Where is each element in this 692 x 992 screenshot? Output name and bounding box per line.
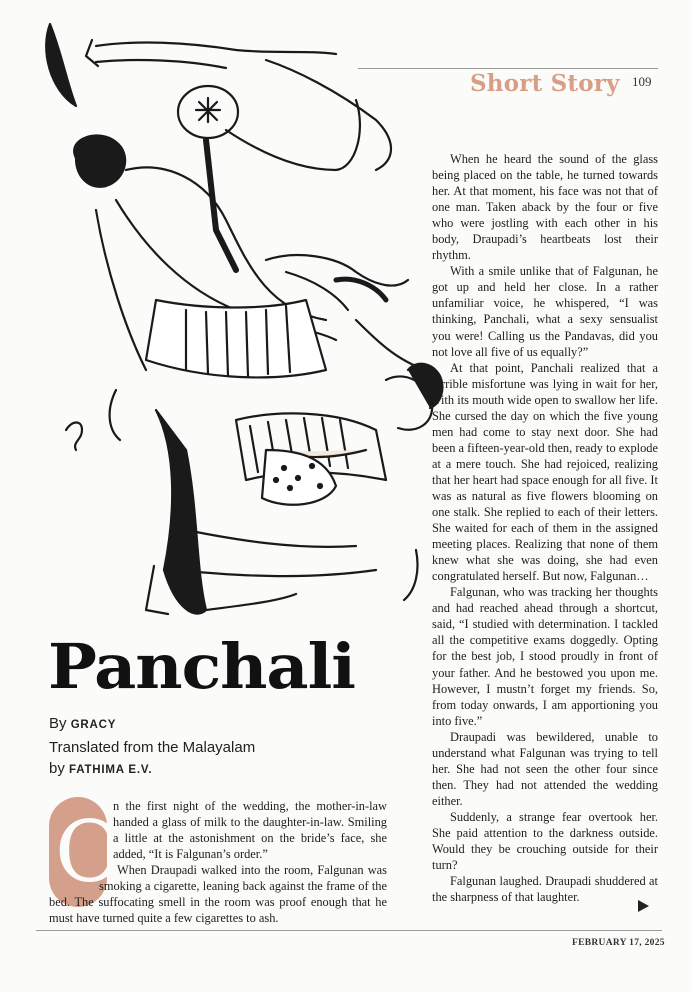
byline-by: By <box>49 715 67 732</box>
right-column <box>432 151 658 905</box>
issue-date: FEBRUARY 17, 2025 <box>572 938 665 948</box>
paragraph: Draupadi was bewildered, unable to understand what Falgunan was trying to tell her. She had not seen the other four since then. They had not attended the wedding either. <box>432 729 658 808</box>
triangle-right-icon <box>638 900 649 912</box>
paragraph: Falgunan laughed. Draupadi shuddered at the sharpness of that laughter. <box>432 874 658 905</box>
left-column <box>49 798 387 926</box>
line-art-figures-illustration <box>36 10 456 630</box>
author-name: GRACY <box>70 719 117 731</box>
section-label: Short Story <box>470 70 620 97</box>
paragraph: With a smile unlike that of Falgunan, he got up and held her close. In a rather unfamiliar voice, he whispered, “I was thinking, Panchali, what a sexy sensualist you were! Calling us the Pandavas, did you not love all five of us equally?” <box>432 264 658 359</box>
byline-by-translator: by <box>49 760 65 777</box>
paragraph: When Draupadi walked into the room, Falgunan was smoking a cigarette, leaning back against the frame of the bed. The suffocating smell in the room was proof enough that he must have turned quite a few cigarettes to ash. <box>49 863 387 926</box>
paragraph: Suddenly, a strange fear overtook her. She paid attention to the darkness outside. Would they be crouching outside for their turn? <box>432 809 658 873</box>
story-title: Panchali <box>48 630 355 703</box>
header-rule <box>358 68 658 69</box>
paragraph: When he heard the sound of the glass being placed on the table, he turned towards her. At that moment, his face was not that of one man. Taken aback by the four or five who were jostling with each other in his body, Draupadi’s heartbeats lost their rhythm. <box>432 152 658 263</box>
paragraph: Falgunan, who was tracking her thoughts and had reached ahead through a shortcut, said, “I studied with determination. I tackled all the competitive exams doggedly. Opting for the best job, I stood proudly in front of your father. And he bestowed you upon me. However, I mustn’t forget my friends. So, from today onwards, I am apportioning you into five.” <box>432 585 658 728</box>
byline <box>49 713 255 782</box>
translation-note: Translated from the Malayalam <box>49 738 256 756</box>
footer-rule <box>36 930 662 931</box>
paragraph: n the first night of the wedding, the mother-in-law handed a glass of milk to the daughter-in-law. Smiling a little at the astonishment on the bride’s face, she added, “It is Falgunan’s order.” <box>113 799 387 862</box>
translator-name: FATHIMA E.V. <box>69 764 153 776</box>
page-number: 109 <box>632 74 652 89</box>
drop-cap-letter: O <box>55 803 124 901</box>
paragraph: At that point, Panchali realized that a terrible misfortune was lying in wait for her, with its mouth wide open to swallow her life. She cursed the day on which the five young men had come to stay next door. She had been a fifteen-year-old then, ready to explode at a mere touch. She had rejoiced, realizing that her heart had space enough for all five. It was as natural as five flowers blooming on one stalk. She replied to each of their letters. She waited for each of them in the assigned meeting places. Realizing that none of them knew what she was doing, she had even congratulated herself. But now, Falgunan… <box>432 360 658 584</box>
